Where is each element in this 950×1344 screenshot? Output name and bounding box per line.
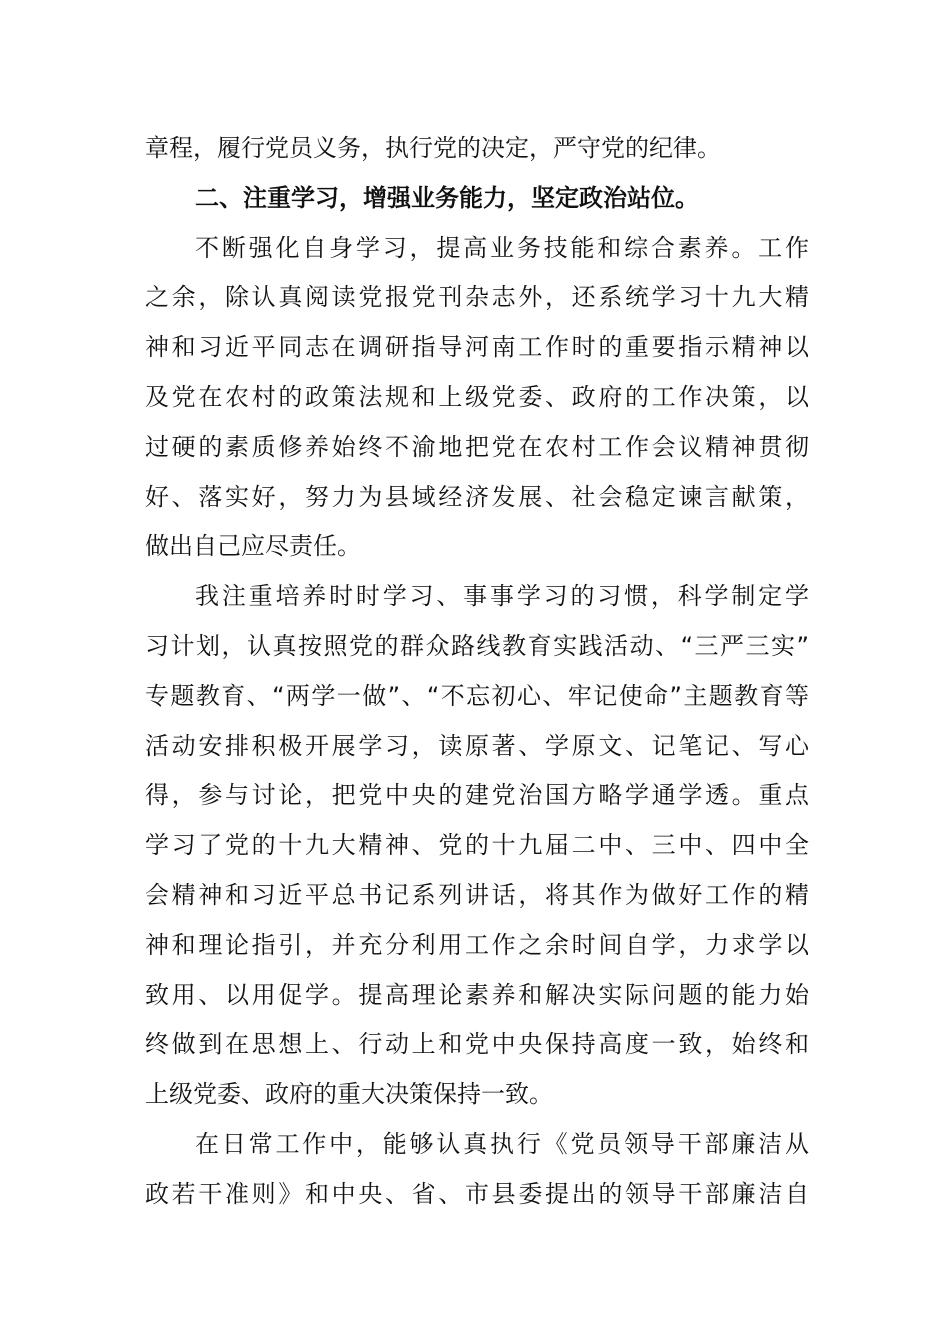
text-line: 终做到在思想上、行动上和党中央保持高度一致，始终和 (145, 1030, 809, 1059)
text-line: 致用、以用促学。提高理论素养和解决实际问题的能力始 (145, 980, 809, 1009)
text-line: 活动安排积极开展学习，读原著、学原文、记笔记、写心 (145, 731, 809, 760)
paragraph (145, 224, 809, 573)
text-line: 不断强化自身学习，提高业务技能和综合素养。工作 (195, 233, 809, 262)
text-line: 我注重培养时时学习、事事学习的习惯，科学制定学 (195, 582, 809, 611)
text-line: 及党在农村的政策法规和上级党委、政府的工作决策，以 (145, 382, 809, 411)
paragraph-continuation (145, 124, 809, 174)
text-line: 之余，除认真阅读党报党刊杂志外，还系统学习十九大精 (145, 283, 809, 312)
text-line: 上级党委、政府的重大决策保持一致。 (145, 1080, 553, 1109)
paragraph (145, 1120, 809, 1220)
text-line: 得，参与讨论，把党中央的建党治国方略学通学透。重点 (145, 781, 809, 810)
paragraph (145, 572, 809, 1120)
text-line: 在日常工作中，能够认真执行《党员领导干部廉洁从 (195, 1129, 809, 1158)
text-line: 做出自己应尽责任。 (145, 532, 361, 561)
text-line: 神和习近平同志在调研指导河南工作时的重要指示精神以 (145, 333, 809, 362)
text-line: 习计划，认真按照党的群众路线教育实践活动、“三严三实” (145, 631, 809, 660)
text-line: 章程，履行党员义务，执行党的决定，严守党的纪律。 (145, 134, 721, 162)
heading-text: 二、注重学习，增强业务能力，坚定政治站位。 (195, 183, 699, 212)
text-line: 会精神和习近平总书记系列讲话，将其作为做好工作的精 (145, 880, 809, 909)
text-line: 好、落实好，努力为县域经济发展、社会稳定谏言献策， (145, 482, 809, 511)
text-line: 专题教育、“两学一做”、“不忘初心、牢记使命”主题教育等 (145, 681, 809, 710)
text-line: 过硬的素质修养始终不渝地把党在农村工作会议精神贯彻 (145, 432, 809, 461)
text-line: 学习了党的十九大精神、党的十九届二中、三中、四中全 (145, 831, 809, 860)
section-heading (145, 174, 809, 224)
text-line: 神和理论指引，并充分利用工作之余时间自学，力求学以 (145, 930, 809, 959)
text-line: 政若干准则》和中央、省、市县委提出的领导干部廉洁自 (145, 1179, 809, 1208)
document-body (145, 124, 809, 1220)
